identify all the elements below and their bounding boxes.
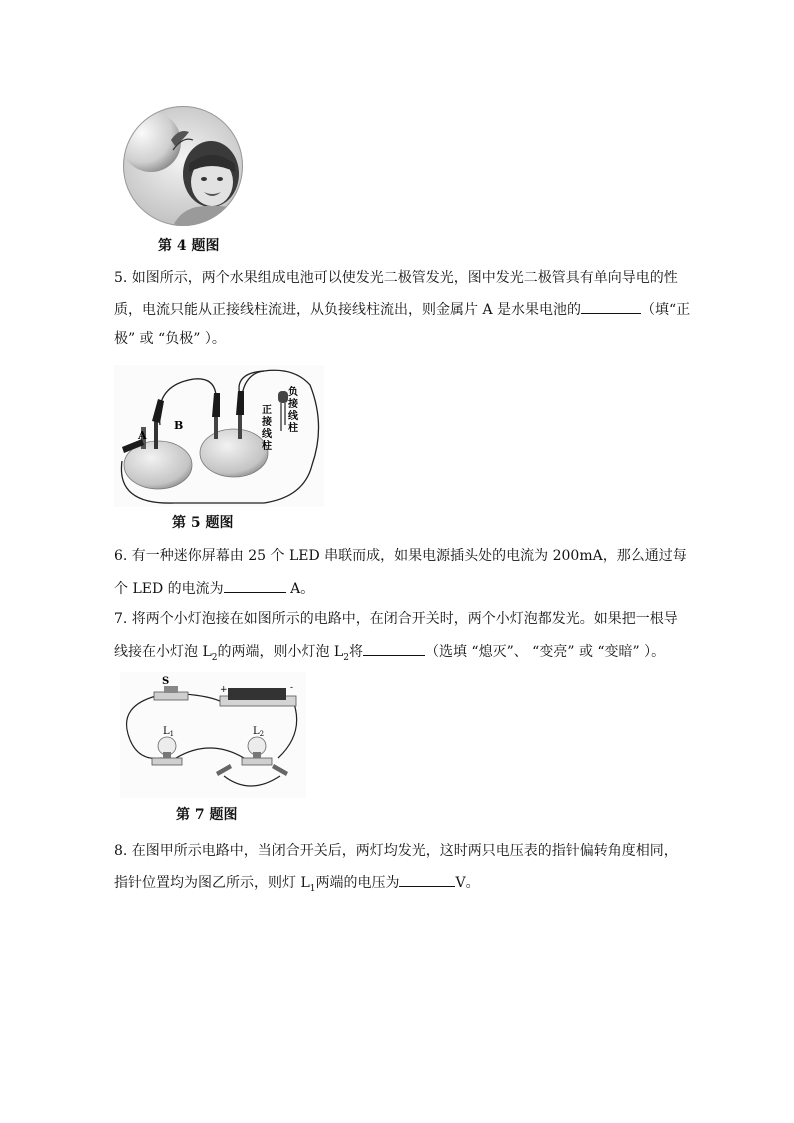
switch bbox=[154, 692, 188, 700]
question-5-hint: （填“正 bbox=[641, 302, 691, 318]
answer-blank-6[interactable] bbox=[224, 578, 286, 593]
figure-5 bbox=[114, 365, 324, 507]
question-8-line-2: 指针位置均为图乙所示，则灯 $L_1$两端的电压为 V。 bbox=[114, 872, 480, 899]
figure-4-caption: 第 4 题图 bbox=[158, 238, 220, 254]
label-b: B bbox=[174, 419, 184, 432]
lemon-right bbox=[200, 429, 268, 477]
question-5-line-3: 极” 或 “负极” ）。 bbox=[114, 331, 226, 347]
balloon bbox=[121, 112, 181, 172]
label-negative-terminal: 负接线柱 bbox=[288, 387, 298, 434]
label-positive-terminal: 正接线柱 bbox=[262, 405, 272, 452]
question-8-line-1: 8. 在图甲所示电路中，当闭合开关后，两灯均发光，这时两只电压表的指针偏转角度相同， bbox=[114, 843, 678, 859]
metal-plate-b bbox=[154, 421, 158, 449]
figure-5-caption: 第 5 题图 bbox=[172, 515, 234, 531]
label-a: A bbox=[138, 429, 147, 442]
question-6-line-2 bbox=[114, 578, 314, 599]
balloon-girl-image bbox=[113, 106, 253, 226]
label-l2: $L_2$ bbox=[253, 726, 265, 738]
question-6-line-1: 6. 有一种迷你屏幕由 25 个 LED 串联而成，如果电源插头处的电流为 200mA，那么通过每 bbox=[114, 548, 687, 564]
answer-blank-8[interactable] bbox=[399, 872, 455, 887]
question-7-hint: （选填 “熄灭”、 “变亮” 或 “变暗” ）。 bbox=[424, 644, 666, 660]
label-switch-s: S bbox=[162, 676, 170, 687]
question-6-text: 个 LED 的电流为 bbox=[114, 581, 224, 597]
battery bbox=[228, 688, 286, 700]
question-6-unit: A。 bbox=[285, 581, 315, 597]
question-5-line-2 bbox=[114, 299, 690, 320]
question-8-unit: V。 bbox=[455, 875, 480, 891]
answer-blank-5[interactable] bbox=[581, 299, 641, 314]
question-7-line-2: 线接在小灯泡 $L_2$的两端，则小灯泡 $L_2$将 （选填 “熄灭”、 “变亮” 或 “变暗” ）。 bbox=[114, 641, 665, 668]
question-5-line-1: 5. 如图所示，两个水果组成电池可以使发光二极管发光，图中发光二极管具有单向导电的性 bbox=[114, 270, 678, 286]
bulb-circuit-diagram bbox=[120, 672, 306, 798]
question-7-line-1: 7. 将两个小灯泡接在如图所示的电路中，在闭合开关时，两个小灯泡都发光。如果把一根导 bbox=[114, 611, 678, 627]
led bbox=[278, 391, 288, 403]
figure-7 bbox=[120, 672, 306, 798]
label-battery-plus: + bbox=[220, 685, 228, 695]
answer-blank-7[interactable] bbox=[363, 641, 425, 656]
label-battery-minus: - bbox=[290, 683, 294, 693]
label-l1: $L_1$ bbox=[163, 726, 175, 738]
figure-4 bbox=[113, 106, 253, 226]
question-5-text: 质，电流只能从正接线柱流进，从负接线柱流出，则金属片 A 是水果电池的 bbox=[114, 302, 582, 318]
figure-7-caption: 第 7 题图 bbox=[176, 807, 238, 823]
fruit-battery-diagram bbox=[114, 365, 324, 507]
